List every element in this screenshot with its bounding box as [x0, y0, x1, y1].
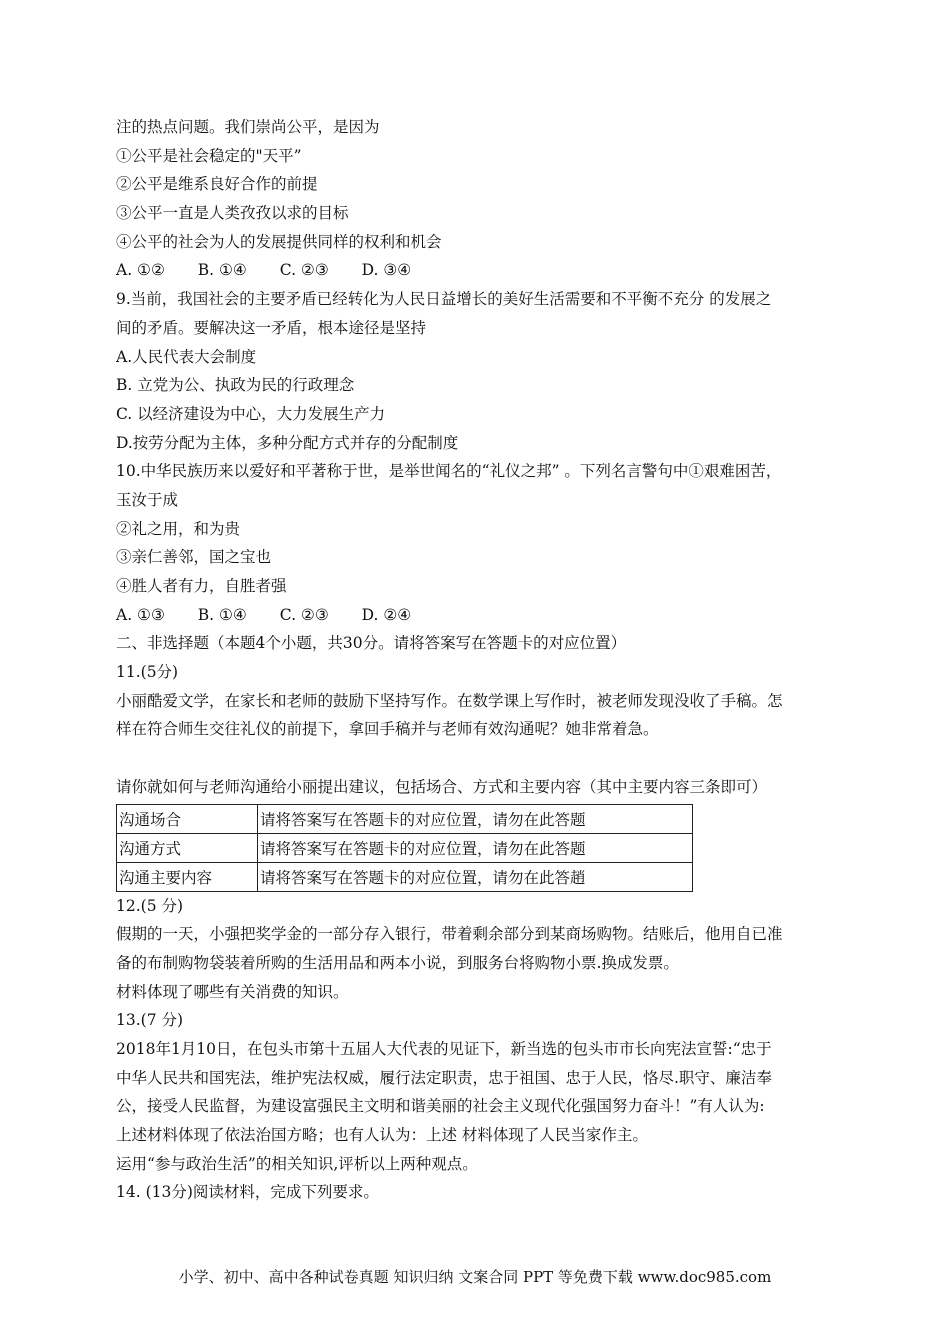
q8-option-c: C. ②③ — [279, 261, 329, 280]
table-cell-label: 沟通场合 — [117, 804, 258, 833]
q12-text-line-3: 材料体现了哪些有关消费的知识。 — [116, 982, 349, 1001]
q10-options — [116, 601, 846, 630]
q13-text-line-2: 中华人民共和国宪法，维护宪法权威，履行法定职责，忠于祖国、忠于人民，恪尽.职守、廉洁奉 — [116, 1068, 772, 1087]
q14-heading: 14. (13分)阅读材料，完成下列要求。 — [116, 1183, 379, 1202]
q13-text-line-5: 运用“参与政治生活”的相关知识,评析以上两种观点。 — [116, 1154, 478, 1173]
table-cell-value: 请将答案写在答题卡的对应位置，请勿在此答趙 — [258, 862, 693, 891]
blank-line — [116, 744, 846, 773]
q10-item-4: ④胜人者有力，自胜者强 — [116, 577, 287, 595]
q9-stem-line-2: 间的矛盾。要解决这一矛盾，根本途径是坚持 — [116, 318, 427, 337]
q11-prompt: 请你就如何与老师沟通给小丽提出建议，包括场合、方式和主要内容（其中主要内容三条即可） — [116, 777, 768, 796]
page-footer: 小学、初中、高中各种试卷真题 知识归纳 文案合同 PPT 等免费下载 www.doc985.com — [178, 1268, 772, 1286]
table-cell-label: 沟通主要内容 — [117, 862, 258, 891]
q11-heading: 11.(5分) — [116, 663, 179, 682]
q8-item-4: ④公平的社会为人的发展提供同样的权利和机会 — [116, 232, 442, 251]
q12-heading: 12.(5 分) — [116, 896, 184, 915]
q8-item-1: ①公平是社会稳定的"天平” — [116, 146, 302, 165]
q8-item-3: ③公平一直是人类孜孜以求的目标 — [116, 204, 349, 223]
q10-option-b: B. ①④ — [197, 605, 247, 624]
table-row — [117, 833, 693, 862]
section-2-heading: 二、非选择题（本题4个小题，共30分。请将答案写在答题卡的对应位置） — [116, 634, 627, 653]
q12-text-line-1: 假期的一天，小强把奖学金的一部分存入银行，带着剩余部分到某商场购物。结账后，他用自已准 — [116, 925, 783, 944]
table-cell-value: 请将答案写在答题卡的对应位置，请勿在此答题 — [258, 804, 693, 833]
communication-table — [116, 804, 693, 892]
q13-text-line-1: 2018年1月10日，在包头市第十五届人大代表的见证下，新当选的包头市市长向宪法宣誓:“忠于 — [116, 1039, 772, 1058]
q11-text-line-1: 小丽酷爱文学，在家长和老师的鼓励下坚持写作。在数学课上写作时，被老师发现没收了手稿。怎 — [116, 691, 783, 710]
q10-option-d: D. ②④ — [361, 605, 412, 624]
q12-text-line-2: 备的布制购物袋装着所购的生活用品和两本小说，到服务台将购物小票.换成发票。 — [116, 953, 679, 972]
q13-text-line-4: 上述材料体现了依法治国方略；也有人认为：上述 材料体现了人民当家作主。 — [116, 1126, 648, 1144]
q9-option-a: A.人民代表大会制度 — [116, 347, 257, 366]
q10-item-3: ③亲仁善邻，国之宝也 — [116, 548, 272, 567]
q8-item-2: ②公平是维系良好合作的前提 — [116, 175, 318, 194]
q8-option-b: B. ①④ — [197, 261, 247, 280]
q10-stem-line-2: 玉汝于成 — [116, 490, 179, 509]
table-cell-value: 请将答案写在答题卡的对应位置，请勿在此答题 — [258, 833, 693, 862]
q13-heading: 13.(7 分) — [116, 1011, 184, 1030]
q9-option-d: D.按劳分配为主体，多种分配方式并存的分配制度 — [116, 433, 459, 452]
q8-stem-tail: 注的热点问题。我们崇尚公平，是因为 — [116, 118, 380, 136]
q10-option-c: C. ②③ — [279, 605, 329, 624]
q9-stem-line-1: 9.当前，我国社会的主要矛盾已经转化为人民日益增长的美好生活需要和不平衡不充分 的发展之 — [116, 290, 772, 309]
q9-option-c: C. 以经济建设为中心，大力发展生产力 — [116, 404, 386, 423]
table-row — [117, 804, 693, 833]
q10-option-a: A. ①③ — [116, 605, 165, 624]
q10-stem-line-1: 10.中华民族历来以爱好和平著称于世，是举世闻名的“礼仪之邦” 。下列名言警句中①艰难困苦， — [116, 462, 782, 481]
document-body — [116, 113, 846, 1207]
q8-option-a: A. ①② — [116, 261, 165, 280]
q11-text-line-2: 样在符合师生交往礼仪的前提下，拿回手稿并与老师有效沟通呢？她非常着急。 — [116, 720, 659, 739]
q10-item-2: ②礼之用，和为贵 — [116, 519, 241, 538]
table-cell-label: 沟通方式 — [117, 833, 258, 862]
q9-option-b: B. 立党为公、执政为民的行政理念 — [116, 376, 355, 395]
q13-text-line-3: 公，接受人民监督，为建设富强民主文明和谐美丽的社会主义现代化强国努力奋斗！”有人认为: — [116, 1097, 765, 1116]
q8-options — [116, 256, 846, 285]
q8-option-d: D. ③④ — [361, 261, 412, 280]
table-row — [117, 862, 693, 891]
